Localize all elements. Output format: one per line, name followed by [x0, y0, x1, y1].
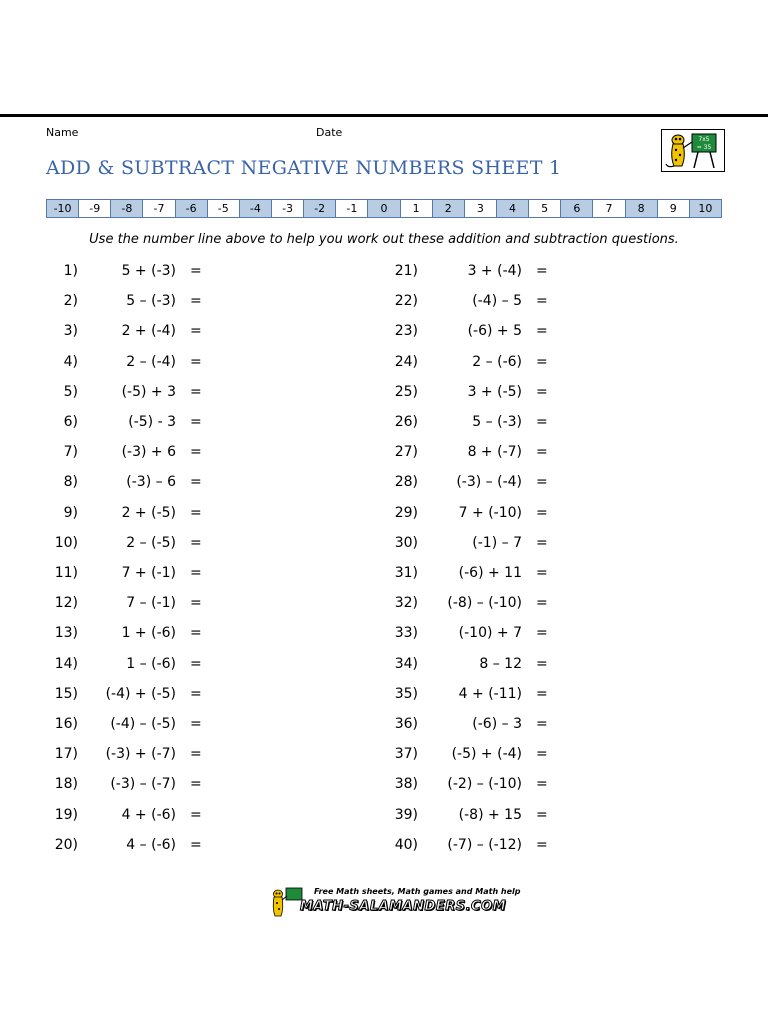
question-row	[384, 649, 550, 679]
equals-sign: =	[190, 836, 202, 853]
question-expression: 7 + (-1)	[121, 565, 176, 581]
number-line-cell: -6	[176, 200, 208, 217]
equals-sign: =	[536, 776, 548, 793]
question-expression: (-10) + 7	[458, 625, 522, 642]
number-line-cell: -8	[111, 200, 143, 217]
question-row	[44, 347, 204, 377]
question-row	[44, 558, 204, 588]
question-row	[384, 437, 550, 467]
equals-sign: =	[190, 383, 202, 400]
question-expression: 7 + (-10)	[458, 504, 522, 521]
number-line-cell: -9	[79, 200, 111, 217]
question-expression: (-5) - 3	[128, 414, 176, 430]
question-number: 6)	[63, 414, 78, 430]
question-row	[44, 256, 204, 286]
question-row	[384, 558, 550, 588]
number-line-cell: 10	[690, 200, 721, 217]
question-number: 12)	[54, 595, 78, 612]
equals-sign: =	[536, 293, 548, 310]
equals-sign: =	[190, 534, 202, 551]
number-line-cell: -2	[304, 200, 336, 217]
equals-sign: =	[536, 716, 548, 732]
question-row	[384, 407, 550, 437]
equals-sign: =	[536, 685, 548, 702]
question-number: 24)	[394, 353, 418, 370]
question-expression: 1 – (-6)	[126, 655, 176, 672]
question-row	[44, 588, 204, 618]
equals-sign: =	[190, 655, 202, 672]
question-number: 35)	[394, 685, 418, 702]
number-line-cell: -10	[47, 200, 79, 217]
question-number: 20)	[54, 836, 78, 853]
question-row	[44, 649, 204, 679]
number-line-cell: -4	[240, 200, 272, 217]
question-expression: 2 – (-4)	[126, 353, 176, 370]
question-number: 10)	[54, 534, 78, 551]
equals-sign: =	[190, 685, 202, 702]
question-number: 29)	[394, 504, 418, 521]
equals-sign: =	[536, 414, 548, 430]
question-expression: (-2) – (-10)	[447, 776, 522, 793]
question-expression: (-5) + 3	[121, 383, 176, 400]
question-row	[384, 498, 550, 528]
question-expression: (-3) + (-7)	[105, 746, 176, 763]
question-expression: (-5) + (-4)	[451, 746, 522, 763]
question-expression: 8 – 12	[479, 655, 522, 672]
question-row	[44, 467, 204, 497]
question-expression: (-3) – 6	[126, 474, 176, 491]
question-row	[384, 800, 550, 830]
equals-sign: =	[536, 353, 548, 370]
question-number: 39)	[394, 806, 418, 823]
equals-sign: =	[190, 353, 202, 370]
equals-sign: =	[536, 565, 548, 581]
svg-text:7x5: 7x5	[698, 136, 710, 143]
equals-sign: =	[536, 534, 548, 551]
question-expression: (-4) + (-5)	[105, 685, 176, 702]
question-number: 31)	[394, 565, 418, 581]
question-row	[44, 739, 204, 769]
date-label: Date	[316, 126, 343, 139]
question-number: 3)	[63, 323, 78, 340]
question-expression: (-8) – (-10)	[447, 595, 522, 612]
question-expression: (-6) + 5	[467, 323, 522, 340]
equals-sign: =	[190, 625, 202, 642]
question-row	[44, 679, 204, 709]
question-number: 38)	[394, 776, 418, 793]
question-number: 2)	[63, 293, 78, 310]
number-line-cell: -3	[272, 200, 304, 217]
question-number: 23)	[394, 323, 418, 340]
question-row	[44, 498, 204, 528]
question-number: 33)	[394, 625, 418, 642]
equals-sign: =	[190, 414, 202, 430]
salamander-teacher-logo-icon	[661, 129, 725, 172]
question-expression: 5 + (-3)	[121, 263, 176, 279]
equals-sign: =	[536, 263, 548, 279]
question-row	[44, 528, 204, 558]
question-row	[384, 588, 550, 618]
question-expression: 5 – (-3)	[472, 414, 522, 430]
equals-sign: =	[536, 383, 548, 400]
question-number: 5)	[63, 383, 78, 400]
question-number: 19)	[54, 806, 78, 823]
equals-sign: =	[536, 655, 548, 672]
equals-sign: =	[536, 746, 548, 763]
question-expression: 2 + (-5)	[121, 504, 176, 521]
equals-sign: =	[190, 444, 202, 461]
question-expression: 7 – (-1)	[126, 595, 176, 612]
equals-sign: =	[190, 323, 202, 340]
question-expression: (-3) + 6	[121, 444, 176, 461]
question-row	[384, 256, 550, 286]
number-line-cell: 4	[497, 200, 529, 217]
question-row	[384, 830, 550, 860]
equals-sign: =	[536, 836, 548, 853]
question-number: 36)	[394, 716, 418, 732]
question-expression: (-6) + 11	[458, 565, 522, 581]
question-number: 40)	[394, 836, 418, 853]
question-row	[44, 437, 204, 467]
footer-brand: MATH-SALAMANDERS.COM	[300, 899, 507, 914]
question-expression: 4 – (-6)	[126, 836, 176, 853]
question-row	[44, 316, 204, 346]
question-number: 11)	[54, 565, 78, 581]
number-line-cell: -5	[208, 200, 240, 217]
number-line-cell: -7	[143, 200, 175, 217]
question-row	[384, 739, 550, 769]
question-number: 18)	[54, 776, 78, 793]
question-number: 17)	[54, 746, 78, 763]
equals-sign: =	[536, 625, 548, 642]
equals-sign: =	[190, 565, 202, 581]
question-row	[44, 407, 204, 437]
question-row	[384, 528, 550, 558]
number-line-cell: 1	[401, 200, 433, 217]
number-line-cell: 8	[626, 200, 658, 217]
question-expression: 2 – (-6)	[472, 353, 522, 370]
question-row	[44, 800, 204, 830]
question-expression: 8 + (-7)	[467, 444, 522, 461]
equals-sign: =	[536, 595, 548, 612]
question-number: 14)	[54, 655, 78, 672]
question-expression: (-7) – (-12)	[447, 836, 522, 853]
question-number: 25)	[394, 383, 418, 400]
question-expression: (-1) – 7	[472, 534, 522, 551]
question-number: 28)	[394, 474, 418, 491]
equals-sign: =	[190, 293, 202, 310]
question-expression: (-4) – (-5)	[110, 716, 176, 732]
number-line-cell: 6	[561, 200, 593, 217]
footer-tagline: Free Math sheets, Math games and Math help	[314, 887, 521, 896]
equals-sign: =	[190, 263, 202, 279]
question-expression: 3 + (-5)	[467, 383, 522, 400]
question-number: 13)	[54, 625, 78, 642]
question-expression: 1 + (-6)	[121, 625, 176, 642]
question-row	[44, 769, 204, 799]
equals-sign: =	[190, 806, 202, 823]
equals-sign: =	[536, 444, 548, 461]
question-number: 37)	[394, 746, 418, 763]
question-number: 4)	[63, 353, 78, 370]
equals-sign: =	[536, 504, 548, 521]
equals-sign: =	[536, 806, 548, 823]
number-line-cell: 2	[433, 200, 465, 217]
equals-sign: =	[190, 776, 202, 793]
number-line-cell: 7	[593, 200, 625, 217]
question-row	[384, 286, 550, 316]
question-expression: 3 + (-4)	[467, 263, 522, 279]
question-row	[44, 830, 204, 860]
svg-text:= 35: = 35	[696, 144, 712, 151]
number-line-cell: -1	[336, 200, 368, 217]
question-expression: (-3) – (-4)	[456, 474, 522, 491]
question-expression: 5 – (-3)	[126, 293, 176, 310]
question-row	[44, 709, 204, 739]
question-expression: 2 – (-5)	[126, 534, 176, 551]
question-number: 27)	[394, 444, 418, 461]
question-expression: 4 + (-6)	[121, 806, 176, 823]
question-number: 9)	[63, 504, 78, 521]
question-row	[384, 347, 550, 377]
top-rule	[0, 114, 768, 117]
question-row	[44, 618, 204, 648]
question-row	[44, 377, 204, 407]
number-line	[46, 199, 722, 218]
question-expression: (-8) + 15	[458, 806, 522, 823]
question-number: 26)	[394, 414, 418, 430]
question-number: 32)	[394, 595, 418, 612]
name-label: Name	[46, 126, 79, 139]
question-row	[384, 467, 550, 497]
question-expression: (-6) – 3	[472, 716, 522, 732]
question-row	[384, 377, 550, 407]
equals-sign: =	[190, 746, 202, 763]
instructions-text: Use the number line above to help you work out these addition and subtraction questions.	[89, 232, 679, 247]
question-row	[384, 316, 550, 346]
question-row	[384, 709, 550, 739]
number-line-cell: 5	[529, 200, 561, 217]
question-expression: (-4) – 5	[472, 293, 522, 310]
question-row	[384, 769, 550, 799]
question-number: 22)	[394, 293, 418, 310]
question-row	[384, 618, 550, 648]
question-row	[384, 679, 550, 709]
question-number: 21)	[394, 263, 418, 279]
question-number: 1)	[63, 263, 78, 279]
question-row	[44, 286, 204, 316]
question-number: 34)	[394, 655, 418, 672]
question-number: 8)	[63, 474, 78, 491]
worksheet-title: ADD & SUBTRACT NEGATIVE NUMBERS SHEET 1	[46, 157, 562, 179]
question-expression: (-3) – (-7)	[110, 776, 176, 793]
equals-sign: =	[536, 474, 548, 491]
number-line-cell: 3	[465, 200, 497, 217]
question-expression: 2 + (-4)	[121, 323, 176, 340]
equals-sign: =	[190, 595, 202, 612]
question-number: 16)	[54, 716, 78, 732]
equals-sign: =	[190, 716, 202, 732]
number-line-cell: 0	[368, 200, 400, 217]
question-number: 7)	[63, 444, 78, 461]
question-number: 30)	[394, 534, 418, 551]
equals-sign: =	[190, 504, 202, 521]
question-expression: 4 + (-11)	[458, 685, 522, 702]
question-number: 15)	[54, 685, 78, 702]
equals-sign: =	[536, 323, 548, 340]
equals-sign: =	[190, 474, 202, 491]
number-line-cell: 9	[658, 200, 690, 217]
